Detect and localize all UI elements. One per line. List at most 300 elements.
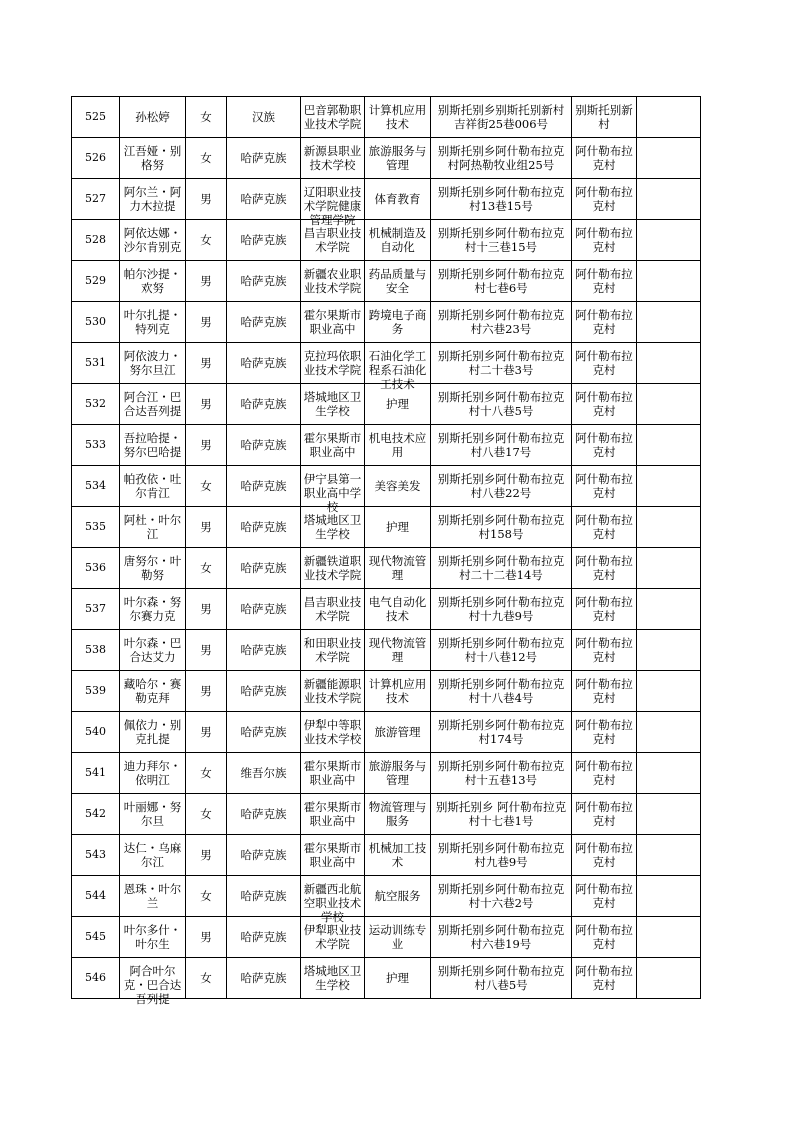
major-cell-text: 电气自动化技术 bbox=[368, 595, 427, 623]
gender-cell bbox=[186, 425, 227, 466]
gender-cell bbox=[186, 507, 227, 548]
village-cell-text: 阿什勒布拉克村 bbox=[575, 308, 633, 336]
name-cell bbox=[120, 425, 186, 466]
address-cell bbox=[431, 507, 572, 548]
village-cell-text: 阿什勒布拉克村 bbox=[575, 882, 633, 910]
major-cell-text: 运动训练专业 bbox=[368, 923, 427, 951]
table-body bbox=[72, 97, 701, 1006]
note-cell bbox=[637, 671, 701, 712]
address-cell bbox=[431, 343, 572, 384]
village-cell bbox=[572, 466, 637, 507]
major-cell bbox=[365, 876, 431, 917]
gender-cell bbox=[186, 753, 227, 794]
ethnicity-cell bbox=[227, 179, 301, 220]
school-cell-text: 塔城地区卫生学校 bbox=[303, 390, 362, 418]
ethnicity-cell bbox=[227, 138, 301, 179]
address-cell bbox=[431, 917, 572, 958]
name-cell bbox=[120, 712, 186, 753]
row-number-cell-text: 529 bbox=[85, 274, 106, 287]
note-cell bbox=[637, 630, 701, 671]
address-cell-text: 别斯托别乡阿什勒布拉克村十五巷13号 bbox=[437, 759, 565, 787]
gender-cell bbox=[186, 384, 227, 425]
gender-cell-text: 女 bbox=[200, 479, 212, 493]
school-cell bbox=[301, 343, 365, 384]
note-cell bbox=[637, 343, 701, 384]
ethnicity-cell bbox=[227, 876, 301, 917]
name-cell bbox=[120, 384, 186, 425]
ethnicity-cell bbox=[227, 261, 301, 302]
table-row bbox=[72, 712, 701, 753]
gender-cell-text: 男 bbox=[200, 930, 212, 944]
school-cell-text: 新疆铁道职业技术学院 bbox=[303, 554, 362, 582]
name-cell-text: 叶尔森・巴合达艾力 bbox=[123, 636, 182, 664]
village-cell-text: 阿什勒布拉克村 bbox=[575, 759, 633, 787]
school-cell-text: 霍尔果斯市职业高中 bbox=[303, 759, 362, 787]
name-cell-text: 达仁・乌麻尔江 bbox=[123, 841, 182, 869]
name-cell-text: 阿杜・叶尔江 bbox=[123, 513, 182, 541]
major-cell bbox=[365, 835, 431, 876]
address-cell bbox=[431, 589, 572, 630]
major-cell bbox=[365, 671, 431, 712]
school-cell-text: 霍尔果斯市职业高中 bbox=[303, 841, 362, 869]
address-cell-text: 别斯托别乡阿什勒布拉克村174号 bbox=[437, 718, 565, 746]
row-number-cell bbox=[72, 958, 120, 999]
name-cell-text: 帕孜依・吐尔肯江 bbox=[123, 472, 182, 500]
school-cell bbox=[301, 589, 365, 630]
name-cell-text: 叶尔多什・叶尔生 bbox=[123, 923, 182, 951]
name-cell bbox=[120, 220, 186, 261]
address-cell-text: 别斯托别乡阿什勒布拉克村八巷17号 bbox=[437, 431, 565, 459]
name-cell bbox=[120, 876, 186, 917]
ethnicity-cell bbox=[227, 958, 301, 999]
gender-cell-text: 女 bbox=[200, 151, 212, 165]
name-cell-text: 孙松婷 bbox=[135, 110, 170, 124]
ethnicity-cell-text: 哈萨克族 bbox=[240, 602, 287, 616]
ethnicity-cell bbox=[227, 384, 301, 425]
table-row bbox=[72, 97, 701, 138]
note-cell bbox=[637, 425, 701, 466]
row-number-cell-text: 543 bbox=[85, 848, 106, 861]
address-cell bbox=[431, 835, 572, 876]
table-row bbox=[72, 220, 701, 261]
address-cell-text: 别斯托别乡阿什勒布拉克村十六巷2号 bbox=[437, 882, 565, 910]
row-number-cell bbox=[72, 302, 120, 343]
gender-cell-text: 男 bbox=[200, 397, 212, 411]
village-cell bbox=[572, 753, 637, 794]
table-row bbox=[72, 548, 701, 589]
gender-cell-text: 男 bbox=[200, 520, 212, 534]
school-cell bbox=[301, 917, 365, 958]
address-cell-text: 别斯托别乡阿什勒布拉克村六巷19号 bbox=[437, 923, 565, 951]
major-cell-text: 计算机应用技术 bbox=[368, 677, 427, 705]
ethnicity-cell-text: 汉族 bbox=[252, 110, 275, 124]
address-cell bbox=[431, 220, 572, 261]
row-number-cell-text: 535 bbox=[85, 520, 106, 533]
gender-cell bbox=[186, 671, 227, 712]
row-number-cell bbox=[72, 671, 120, 712]
address-cell bbox=[431, 712, 572, 753]
village-cell-text: 别斯托别新村 bbox=[575, 103, 633, 131]
village-cell-text: 阿什勒布拉克村 bbox=[575, 267, 633, 295]
village-cell-text: 阿什勒布拉克村 bbox=[575, 718, 633, 746]
major-cell bbox=[365, 302, 431, 343]
address-cell bbox=[431, 302, 572, 343]
address-cell bbox=[431, 138, 572, 179]
school-cell-text: 伊宁县第一职业高中学校 bbox=[303, 472, 362, 514]
ethnicity-cell-text: 哈萨克族 bbox=[240, 397, 287, 411]
village-cell-text: 阿什勒布拉克村 bbox=[575, 185, 633, 213]
address-cell-text: 别斯托别乡阿什勒布拉克村九巷9号 bbox=[437, 841, 565, 869]
ethnicity-cell bbox=[227, 712, 301, 753]
table-row bbox=[72, 876, 701, 917]
ethnicity-cell bbox=[227, 917, 301, 958]
note-cell bbox=[637, 835, 701, 876]
major-cell-text: 机电技术应用 bbox=[368, 431, 427, 459]
row-number-cell-text: 536 bbox=[85, 561, 106, 574]
school-cell-text: 塔城地区卫生学校 bbox=[303, 513, 362, 541]
table-row bbox=[72, 261, 701, 302]
gender-cell bbox=[186, 97, 227, 138]
village-cell bbox=[572, 794, 637, 835]
ethnicity-cell bbox=[227, 671, 301, 712]
note-cell bbox=[637, 97, 701, 138]
row-number-cell-text: 534 bbox=[85, 479, 106, 492]
ethnicity-cell-text: 哈萨克族 bbox=[240, 520, 287, 534]
table-row bbox=[72, 302, 701, 343]
major-cell bbox=[365, 220, 431, 261]
ethnicity-cell-text: 哈萨克族 bbox=[240, 315, 287, 329]
gender-cell bbox=[186, 958, 227, 999]
major-cell bbox=[365, 958, 431, 999]
village-cell-text: 阿什勒布拉克村 bbox=[575, 595, 633, 623]
ethnicity-cell bbox=[227, 97, 301, 138]
gender-cell-text: 女 bbox=[200, 561, 212, 575]
name-cell-text: 阿尔兰・阿力木拉提 bbox=[123, 185, 182, 213]
school-cell bbox=[301, 630, 365, 671]
school-cell bbox=[301, 753, 365, 794]
gender-cell-text: 女 bbox=[200, 889, 212, 903]
row-number-cell-text: 537 bbox=[85, 602, 106, 615]
gender-cell bbox=[186, 466, 227, 507]
village-cell-text: 阿什勒布拉克村 bbox=[575, 841, 633, 869]
address-cell-text: 别斯托别乡阿什勒布拉克村二十巷3号 bbox=[437, 349, 565, 377]
address-cell bbox=[431, 794, 572, 835]
address-cell-text: 别斯托别乡阿什勒布拉克村阿热勒牧业组25号 bbox=[437, 144, 565, 172]
major-cell-text: 护理 bbox=[386, 520, 409, 534]
note-cell bbox=[637, 302, 701, 343]
row-number-cell-text: 538 bbox=[85, 643, 106, 656]
ethnicity-cell-text: 哈萨克族 bbox=[240, 192, 287, 206]
village-cell bbox=[572, 712, 637, 753]
row-number-cell-text: 527 bbox=[85, 192, 106, 205]
row-number-cell bbox=[72, 138, 120, 179]
village-cell bbox=[572, 589, 637, 630]
name-cell-text: 阿合江・巴合达吾列提 bbox=[123, 390, 182, 418]
gender-cell bbox=[186, 876, 227, 917]
row-number-cell bbox=[72, 630, 120, 671]
note-cell bbox=[637, 712, 701, 753]
school-cell-text: 新源县职业技术学校 bbox=[303, 144, 362, 172]
major-cell bbox=[365, 261, 431, 302]
table-row bbox=[72, 425, 701, 466]
village-cell bbox=[572, 671, 637, 712]
gender-cell-text: 男 bbox=[200, 725, 212, 739]
address-cell bbox=[431, 671, 572, 712]
village-cell bbox=[572, 302, 637, 343]
name-cell-text: 吾拉哈提・努尔巴哈提 bbox=[123, 431, 182, 459]
school-cell-text: 昌吉职业技术学院 bbox=[303, 226, 362, 254]
village-cell bbox=[572, 261, 637, 302]
school-cell-text: 霍尔果斯市职业高中 bbox=[303, 431, 362, 459]
gender-cell bbox=[186, 138, 227, 179]
school-cell-text: 伊犁职业技术学院 bbox=[303, 923, 362, 951]
name-cell bbox=[120, 958, 186, 1006]
address-cell bbox=[431, 630, 572, 671]
table-row bbox=[72, 794, 701, 835]
name-cell-text: 藏哈尔・赛勒克拜 bbox=[123, 677, 182, 705]
name-cell bbox=[120, 630, 186, 671]
village-cell bbox=[572, 507, 637, 548]
name-cell bbox=[120, 302, 186, 343]
row-number-cell-text: 546 bbox=[85, 971, 106, 984]
ethnicity-cell-text: 哈萨克族 bbox=[240, 233, 287, 247]
row-number-cell-text: 530 bbox=[85, 315, 106, 328]
ethnicity-cell-text: 哈萨克族 bbox=[240, 930, 287, 944]
village-cell bbox=[572, 138, 637, 179]
school-cell bbox=[301, 138, 365, 179]
name-cell-text: 唐努尔・叶勒努 bbox=[123, 554, 182, 582]
address-cell bbox=[431, 958, 572, 999]
major-cell-text: 物流管理与服务 bbox=[368, 800, 427, 828]
village-cell bbox=[572, 958, 637, 999]
student-table bbox=[71, 96, 701, 1006]
gender-cell-text: 女 bbox=[200, 766, 212, 780]
gender-cell-text: 男 bbox=[200, 643, 212, 657]
ethnicity-cell bbox=[227, 794, 301, 835]
table-row bbox=[72, 958, 701, 999]
ethnicity-cell bbox=[227, 302, 301, 343]
school-cell-text: 伊犁中等职业技术学校 bbox=[303, 718, 362, 746]
school-cell bbox=[301, 671, 365, 712]
address-cell-text: 别斯托别乡别斯托别新村吉祥街25巷006号 bbox=[437, 103, 565, 131]
address-cell-text: 别斯托别乡阿什勒布拉克村十九巷9号 bbox=[437, 595, 565, 623]
major-cell bbox=[365, 179, 431, 220]
address-cell-text: 别斯托别乡阿什勒布拉克村13巷15号 bbox=[437, 185, 565, 213]
village-cell-text: 阿什勒布拉克村 bbox=[575, 390, 633, 418]
name-cell bbox=[120, 466, 186, 507]
school-cell bbox=[301, 958, 365, 999]
table-row bbox=[72, 466, 701, 507]
address-cell-text: 别斯托别乡阿什勒布拉克村十八巷12号 bbox=[437, 636, 565, 664]
village-cell-text: 阿什勒布拉克村 bbox=[575, 636, 633, 664]
name-cell-text: 帕尔沙提・欢努 bbox=[123, 267, 182, 295]
address-cell-text: 别斯托别乡阿什勒布拉克村十三巷15号 bbox=[437, 226, 565, 254]
ethnicity-cell-text: 哈萨克族 bbox=[240, 438, 287, 452]
ethnicity-cell-text: 哈萨克族 bbox=[240, 274, 287, 288]
address-cell-text: 别斯托别乡阿什勒布拉克村十八巷5号 bbox=[437, 390, 565, 418]
gender-cell-text: 男 bbox=[200, 315, 212, 329]
row-number-cell bbox=[72, 97, 120, 138]
note-cell bbox=[637, 917, 701, 958]
row-number-cell bbox=[72, 343, 120, 384]
major-cell-text: 旅游服务与管理 bbox=[368, 144, 427, 172]
note-cell bbox=[637, 589, 701, 630]
row-number-cell bbox=[72, 589, 120, 630]
village-cell-text: 阿什勒布拉克村 bbox=[575, 144, 633, 172]
address-cell bbox=[431, 97, 572, 138]
gender-cell bbox=[186, 794, 227, 835]
row-number-cell-text: 542 bbox=[85, 807, 106, 820]
gender-cell bbox=[186, 220, 227, 261]
address-cell bbox=[431, 179, 572, 220]
table-row bbox=[72, 917, 701, 958]
school-cell bbox=[301, 712, 365, 753]
major-cell bbox=[365, 425, 431, 466]
address-cell bbox=[431, 261, 572, 302]
village-cell bbox=[572, 384, 637, 425]
major-cell bbox=[365, 97, 431, 138]
note-cell bbox=[637, 753, 701, 794]
row-number-cell-text: 528 bbox=[85, 233, 106, 246]
major-cell bbox=[365, 343, 431, 391]
major-cell bbox=[365, 138, 431, 179]
name-cell bbox=[120, 97, 186, 138]
school-cell bbox=[301, 179, 365, 227]
major-cell bbox=[365, 712, 431, 753]
name-cell-text: 阿依波力・努尔旦江 bbox=[123, 349, 182, 377]
village-cell bbox=[572, 220, 637, 261]
address-cell bbox=[431, 384, 572, 425]
row-number-cell-text: 539 bbox=[85, 684, 106, 697]
major-cell-text: 美容美发 bbox=[374, 479, 421, 493]
name-cell bbox=[120, 917, 186, 958]
gender-cell bbox=[186, 589, 227, 630]
school-cell-text: 昌吉职业技术学院 bbox=[303, 595, 362, 623]
name-cell bbox=[120, 794, 186, 835]
gender-cell bbox=[186, 630, 227, 671]
gender-cell bbox=[186, 261, 227, 302]
village-cell bbox=[572, 343, 637, 384]
school-cell bbox=[301, 466, 365, 514]
village-cell bbox=[572, 630, 637, 671]
row-number-cell bbox=[72, 794, 120, 835]
name-cell-text: 叶丽娜・努尔旦 bbox=[123, 800, 182, 828]
village-cell-text: 阿什勒布拉克村 bbox=[575, 800, 633, 828]
ethnicity-cell-text: 哈萨克族 bbox=[240, 643, 287, 657]
address-cell-text: 别斯托别乡 阿什勒布拉克村十七巷1号 bbox=[435, 800, 567, 828]
table-row bbox=[72, 589, 701, 630]
village-cell-text: 阿什勒布拉克村 bbox=[575, 472, 633, 500]
gender-cell-text: 男 bbox=[200, 848, 212, 862]
row-number-cell bbox=[72, 425, 120, 466]
address-cell-text: 别斯托别乡阿什勒布拉克村八巷5号 bbox=[437, 964, 565, 992]
school-cell-text: 塔城地区卫生学校 bbox=[303, 964, 362, 992]
major-cell-text: 计算机应用技术 bbox=[368, 103, 427, 131]
note-cell bbox=[637, 466, 701, 507]
major-cell bbox=[365, 917, 431, 958]
major-cell-text: 旅游管理 bbox=[374, 725, 421, 739]
address-cell-text: 别斯托别乡阿什勒布拉克村158号 bbox=[437, 513, 565, 541]
note-cell bbox=[637, 548, 701, 589]
gender-cell bbox=[186, 548, 227, 589]
name-cell bbox=[120, 138, 186, 179]
name-cell-text: 叶尔扎提・特列克 bbox=[123, 308, 182, 336]
row-number-cell bbox=[72, 753, 120, 794]
major-cell-text: 跨境电子商务 bbox=[368, 308, 427, 336]
gender-cell-text: 女 bbox=[200, 110, 212, 124]
row-number-cell-text: 525 bbox=[85, 110, 106, 123]
gender-cell bbox=[186, 835, 227, 876]
ethnicity-cell-text: 哈萨克族 bbox=[240, 971, 287, 985]
note-cell bbox=[637, 507, 701, 548]
major-cell-text: 护理 bbox=[386, 397, 409, 411]
address-cell bbox=[431, 466, 572, 507]
name-cell bbox=[120, 179, 186, 220]
table-row bbox=[72, 179, 701, 220]
row-number-cell bbox=[72, 261, 120, 302]
gender-cell-text: 女 bbox=[200, 233, 212, 247]
name-cell bbox=[120, 507, 186, 548]
row-number-cell-text: 541 bbox=[85, 766, 106, 779]
major-cell bbox=[365, 794, 431, 835]
note-cell bbox=[637, 179, 701, 220]
ethnicity-cell-text: 哈萨克族 bbox=[240, 889, 287, 903]
school-cell-text: 新疆能源职业技术学院 bbox=[303, 677, 362, 705]
row-number-cell bbox=[72, 384, 120, 425]
table-row bbox=[72, 671, 701, 712]
ethnicity-cell bbox=[227, 425, 301, 466]
village-cell bbox=[572, 179, 637, 220]
ethnicity-cell-text: 哈萨克族 bbox=[240, 684, 287, 698]
school-cell-text: 和田职业技术学院 bbox=[303, 636, 362, 664]
major-cell-text: 现代物流管理 bbox=[368, 554, 427, 582]
ethnicity-cell bbox=[227, 630, 301, 671]
school-cell bbox=[301, 835, 365, 876]
note-cell bbox=[637, 794, 701, 835]
row-number-cell bbox=[72, 466, 120, 507]
address-cell bbox=[431, 876, 572, 917]
address-cell-text: 别斯托别乡阿什勒布拉克村八巷22号 bbox=[437, 472, 565, 500]
ethnicity-cell bbox=[227, 753, 301, 794]
village-cell bbox=[572, 425, 637, 466]
gender-cell-text: 男 bbox=[200, 356, 212, 370]
row-number-cell bbox=[72, 712, 120, 753]
school-cell bbox=[301, 548, 365, 589]
name-cell bbox=[120, 753, 186, 794]
address-cell-text: 别斯托别乡阿什勒布拉克村十八巷4号 bbox=[437, 677, 565, 705]
ethnicity-cell-text: 哈萨克族 bbox=[240, 848, 287, 862]
name-cell bbox=[120, 589, 186, 630]
row-number-cell bbox=[72, 507, 120, 548]
ethnicity-cell-text: 哈萨克族 bbox=[240, 151, 287, 165]
ethnicity-cell bbox=[227, 220, 301, 261]
ethnicity-cell bbox=[227, 507, 301, 548]
table-row bbox=[72, 753, 701, 794]
village-cell bbox=[572, 917, 637, 958]
name-cell-text: 阿合叶尔克・巴合达吾列提 bbox=[123, 964, 182, 1006]
name-cell-text: 恩珠・叶尔兰 bbox=[123, 882, 182, 910]
gender-cell bbox=[186, 712, 227, 753]
village-cell-text: 阿什勒布拉克村 bbox=[575, 226, 633, 254]
major-cell bbox=[365, 466, 431, 507]
major-cell bbox=[365, 753, 431, 794]
note-cell bbox=[637, 876, 701, 917]
ethnicity-cell-text: 哈萨克族 bbox=[240, 356, 287, 370]
major-cell bbox=[365, 507, 431, 548]
row-number-cell bbox=[72, 917, 120, 958]
row-number-cell-text: 531 bbox=[85, 356, 106, 369]
school-cell-text: 巴音郭勒职业技术学院 bbox=[303, 103, 362, 131]
